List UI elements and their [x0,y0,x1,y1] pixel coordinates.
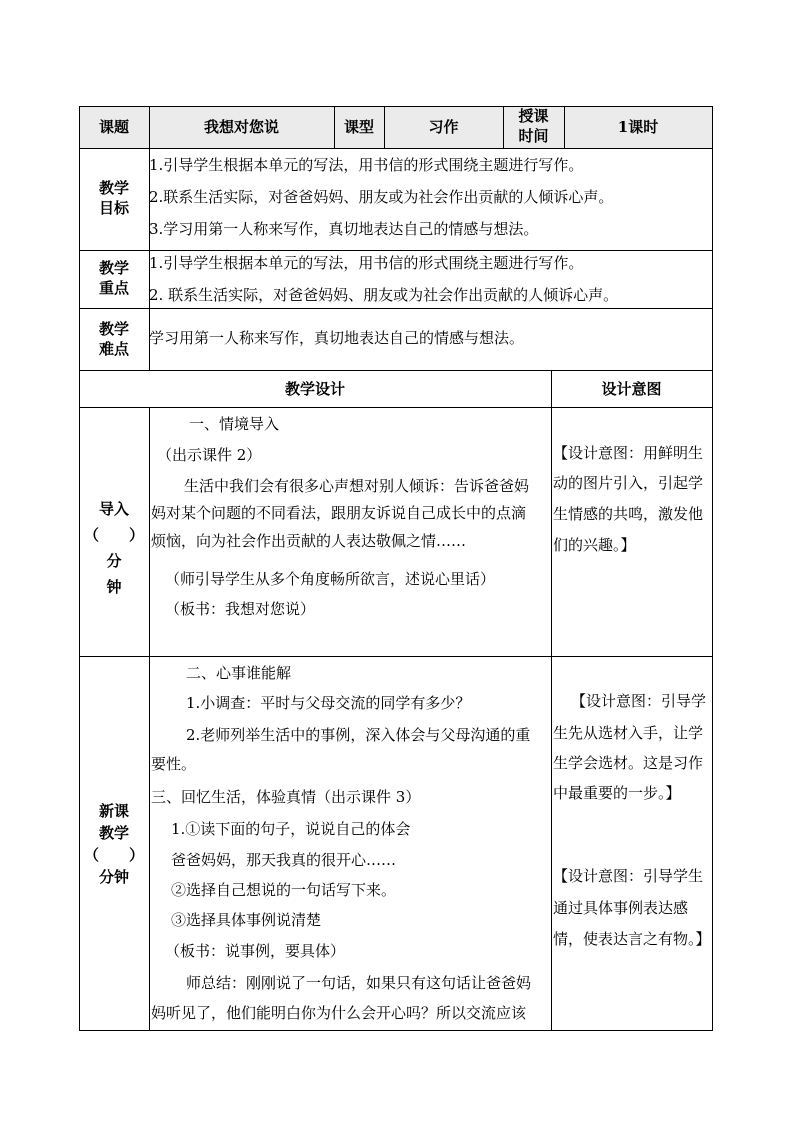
goals-label-line-2: 目标 [98,199,129,217]
new-lesson-label [79,800,149,888]
difficulty-text: 学习用第一人称来写作，真切地表达自己的情感与想法。 [149,329,525,347]
type-value: 习作 [428,118,459,136]
lesson-line: 2.老师列举生活中的事例，深入体会与父母沟通的重 [186,726,531,744]
lesson-line: ③选择具体事例说清楚 [171,911,322,929]
lesson-intent: 生学会选材。这是习作 [553,754,704,772]
lesson-intent: 中最重要的一步。】 [553,784,681,802]
topic-value: 我想对您说 [203,118,279,136]
rule [551,370,552,1031]
lesson-intent: 生先从选材入手，让学 [553,724,704,742]
intro-intent: 们的兴趣。】 [553,536,636,554]
time-label [503,106,564,146]
intro-line: 烦恼，向为社会作出贡献的人表达敬佩之情…… [151,532,467,550]
key-point-item: 2. 联系生活实际，对爸爸妈妈、朋友或为社会作出贡献的人倾诉心声。 [149,286,619,304]
difficulty-label-line-1: 教学 [98,320,129,338]
new-lesson-label-line-3: （ ） [83,846,144,864]
intro-line: （师引导学生从多个角度畅所欲言，述说心里话） [165,570,496,588]
type-label: 课型 [343,118,374,136]
intro-intent: 【设计意图：用鲜明生 [553,444,704,462]
key-points-label-line-2: 重点 [98,279,129,297]
difficulty-label-line-2: 难点 [98,340,129,358]
rule [79,1030,713,1031]
intro-line: 生活中我们会有很多心声想对别人倾诉：告诉爸爸妈 [184,477,530,495]
lesson-intent-2: 情，使表达言之有物。】 [553,930,711,948]
rule [79,370,713,371]
lesson-line: 三、回忆生活，体验真情（出示课件 3） [151,788,421,806]
design-header-left: 教学设计 [284,380,345,398]
lesson-plan-table [79,106,713,1031]
lesson-line: 二、心事谁能解 [186,664,292,682]
time-value: 1课时 [617,118,659,136]
design-header-right: 设计意图 [601,380,662,398]
key-point-item: 1.引导学生根据本单元的写法，用书信的形式围绕主题进行写作。 [149,254,584,272]
lesson-line: 爸爸妈妈，那天我真的很开心…… [171,851,397,869]
lesson-intent: 【设计意图：引导学 [571,692,707,710]
goal-item: 2.联系生活实际，对爸爸妈妈、朋友或为社会作出贡献的人倾诉心声。 [149,188,614,206]
intro-intent: 动的图片引入，引起学 [553,474,704,492]
rule [79,308,713,309]
lesson-line: 妈听见了，他们能明白你为什么会开心吗？所以交流应该 [151,1004,527,1022]
time-label-line-1: 授课 [518,107,549,125]
lesson-intent-2: 【设计意图：引导学生 [553,867,704,885]
lesson-line: 师总结：刚刚说了一句话，如果只有这句话让爸爸妈 [186,974,532,992]
rule [79,656,713,657]
new-lesson-label-line-4: 分钟 [98,868,129,886]
lesson-line: ②选择自己想说的一句话写下来。 [171,881,397,899]
intro-line: 一、情境导入 [189,415,280,433]
intro-label-line-1: 导入 [98,500,129,518]
lesson-line: 要性。 [151,755,197,773]
key-points-label [79,258,149,298]
intro-label-line-3: 钟 [106,578,122,596]
lesson-line: （板书：说事例，要具体） [165,942,346,960]
goal-item: 3.学习用第一人称来写作，真切地表达自己的情感与想法。 [149,220,539,238]
intro-intent: 生情感的共鸣，激发他 [553,505,704,523]
intro-line: （板书：我想对您说） [165,600,316,618]
intro-line: （出示课件 2） [157,446,262,464]
key-points-label-line-1: 教学 [98,259,129,277]
lesson-line: 1.①读下面的句子，说说自己的体会 [171,820,411,838]
difficulty-label [79,319,149,359]
rule [79,407,713,408]
rule [79,250,713,251]
goal-item: 1.引导学生根据本单元的写法，用书信的形式围绕主题进行写作。 [149,156,584,174]
time-label-line-2: 时间 [518,127,549,145]
intro-label [79,496,149,600]
intro-line: 妈对某个问题的不同看法，跟朋友诉说自己成长中的点滴 [151,504,527,522]
goals-label-line-1: 教学 [98,179,129,197]
rule [149,407,150,1031]
intro-label-line-2: （ ）分 [83,526,144,570]
new-lesson-label-line-1: 新课 [98,802,129,820]
rule [79,148,713,149]
topic-label: 课题 [98,118,129,136]
goals-label [79,178,149,218]
rule [712,106,713,1031]
lesson-intent-2: 通过具体事例表达感 [553,899,689,917]
new-lesson-label-line-2: 教学 [98,824,129,842]
rule [79,106,713,107]
lesson-line: 1.小调查：平时与父母交流的同学有多少？ [186,694,471,712]
